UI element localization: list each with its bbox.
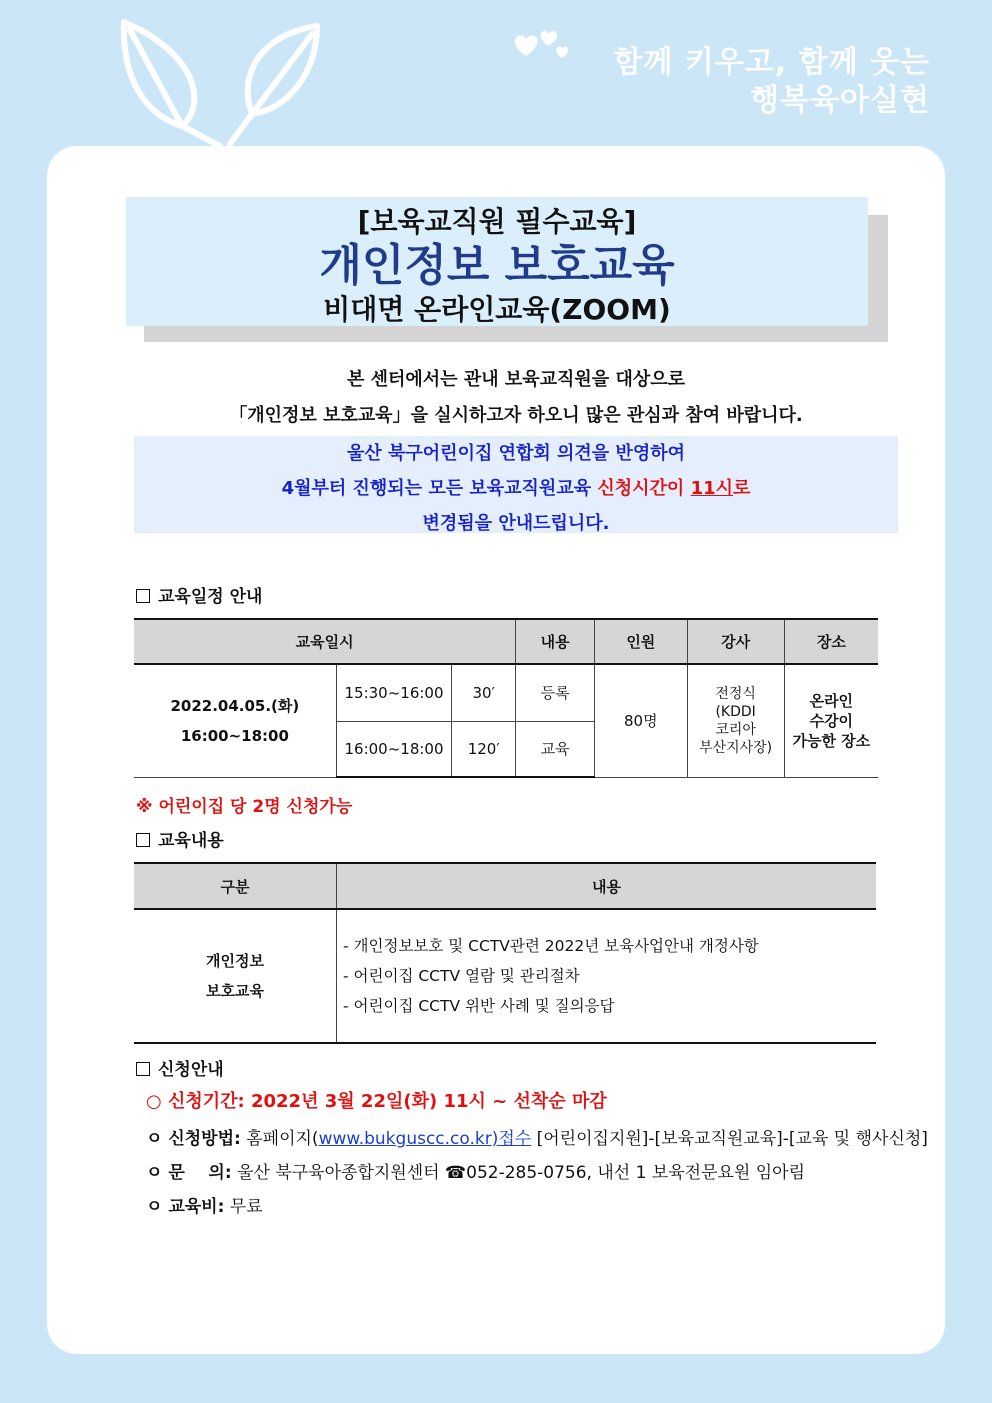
inquiry-label: ㅇ 문 의: bbox=[146, 1163, 232, 1183]
checkbox-square-icon bbox=[136, 833, 150, 847]
notice-box bbox=[134, 436, 898, 533]
section-apply-heading bbox=[136, 1055, 224, 1080]
notice-line2-c: 11시 bbox=[690, 478, 734, 499]
list-item: - 어린이집 CCTV 위반 사례 및 질의응답 bbox=[343, 997, 615, 1015]
table-row bbox=[134, 909, 876, 1043]
table-header-row bbox=[134, 619, 878, 664]
checkbox-square-icon bbox=[136, 589, 150, 603]
people-cell: 80명 bbox=[595, 664, 688, 777]
notice-line2-d: 로 bbox=[733, 478, 751, 499]
place-line: 수강이 bbox=[809, 711, 854, 730]
date-text: 2022.04.05.(화) bbox=[170, 696, 300, 715]
title-subtitle: 비대면 온라인교육(ZOOM) bbox=[323, 293, 671, 326]
header-people: 인원 bbox=[595, 619, 688, 664]
intro-line2: 「개인정보 보호교육」을 실시하고자 하오니 많은 관심과 참여 바랍니다. bbox=[229, 405, 803, 426]
row-content: 교육 bbox=[516, 721, 595, 777]
schedule-table bbox=[134, 618, 878, 778]
inquiry-text: 울산 북구육아종합지원센터 ☎052-285-0756, 내선 1 보육전문요원 임아림 bbox=[231, 1163, 806, 1183]
section-schedule-heading bbox=[136, 582, 262, 607]
slogan-line1: 함께 키우고, 함께 웃는 bbox=[613, 45, 930, 80]
fee-text: 무료 bbox=[224, 1197, 263, 1217]
row-time: 16:00~18:00 bbox=[336, 721, 452, 777]
table-header-row bbox=[134, 863, 876, 909]
header-instructor: 강사 bbox=[687, 619, 784, 664]
leaf-decoration-icon bbox=[112, 14, 332, 146]
notice-line2-b: 신청시간이 bbox=[597, 478, 691, 499]
apply-inquiry bbox=[146, 1158, 805, 1183]
header-content: 내용 bbox=[337, 863, 877, 909]
apply-fee bbox=[146, 1192, 263, 1217]
list-item: - 개인정보보호 및 CCTV관련 2022년 보육사업안내 개정사항 bbox=[343, 937, 759, 955]
instructor-line: 코리아 bbox=[715, 721, 756, 738]
section-content-heading bbox=[136, 826, 224, 851]
notice-line2 bbox=[134, 471, 898, 506]
header-content: 내용 bbox=[516, 619, 595, 664]
notice-line2-a: 4월부터 진행되는 모든 보육교직원교육 bbox=[281, 478, 598, 499]
intro-line1: 본 센터에서는 관내 보육교직원을 대상으로 bbox=[346, 369, 686, 390]
row-content: 등록 bbox=[516, 664, 595, 721]
place-line: 가능한 장소 bbox=[792, 731, 871, 750]
hearts-icon bbox=[512, 22, 574, 66]
category-cell bbox=[134, 909, 337, 1043]
intro-text bbox=[134, 362, 898, 434]
header-datetime: 교육일시 bbox=[134, 619, 516, 664]
instructor-line: 전정식 bbox=[715, 685, 756, 702]
date-cell bbox=[134, 664, 336, 777]
content-table bbox=[134, 862, 876, 1044]
slogan-line2: 행복육아실현 bbox=[750, 83, 930, 118]
homepage-link[interactable]: www.bukguscc.co.kr)접수 bbox=[318, 1129, 532, 1149]
time-text: 16:00~18:00 bbox=[180, 726, 289, 745]
method-path: [어린이집지원]-[보육교직원교육]-[교육 및 행사신청] bbox=[531, 1129, 928, 1149]
list-item: - 어린이집 CCTV 열람 및 관리절차 bbox=[343, 967, 580, 985]
instructor-line: (KDDI bbox=[715, 703, 756, 720]
place-cell bbox=[784, 664, 878, 777]
place-line: 온라인 bbox=[809, 691, 854, 710]
method-label: ㅇ 신청방법: bbox=[146, 1129, 241, 1149]
section-label: 교육일정 안내 bbox=[158, 587, 263, 607]
instructor-line: 부산지사장) bbox=[699, 739, 773, 756]
category-line: 개인정보 bbox=[206, 952, 264, 970]
notice-line1: 울산 북구어린이집 연합회 의견을 반영하여 bbox=[346, 443, 686, 464]
table-row bbox=[134, 664, 878, 721]
checkbox-square-icon bbox=[136, 1062, 150, 1076]
apply-period: ○ 신청기간: 2022년 3월 22일(화) 11시 ~ 선착순 마감 bbox=[146, 1091, 607, 1112]
instructor-cell bbox=[687, 664, 784, 777]
content-list-cell bbox=[337, 909, 877, 1043]
method-text: 홈페이지( bbox=[240, 1129, 319, 1149]
title-box bbox=[126, 197, 868, 326]
limit-note: ※ 어린이집 당 2명 신청가능 bbox=[136, 797, 353, 817]
notice-line3: 변경됨을 안내드립니다. bbox=[422, 513, 610, 534]
row-duration: 30′ bbox=[452, 664, 516, 721]
title-category: [보육교직원 필수교육] bbox=[357, 205, 637, 238]
fee-label: ㅇ 교육비: bbox=[146, 1197, 225, 1217]
row-time: 15:30~16:00 bbox=[336, 664, 452, 721]
slogan bbox=[613, 44, 930, 120]
apply-method bbox=[146, 1124, 928, 1149]
section-label: 신청안내 bbox=[158, 1060, 224, 1080]
page-title: 개인정보 보호교육 bbox=[319, 240, 675, 291]
header-category: 구분 bbox=[134, 863, 337, 909]
header-place: 장소 bbox=[784, 619, 878, 664]
category-line: 보호교육 bbox=[206, 982, 264, 1000]
section-label: 교육내용 bbox=[158, 831, 224, 851]
row-duration: 120′ bbox=[452, 721, 516, 777]
